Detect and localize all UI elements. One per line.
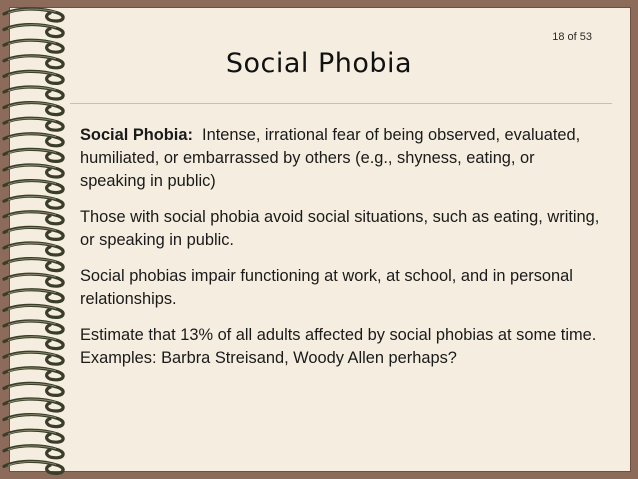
- binding-ring: [4, 337, 63, 349]
- binding-ring: [4, 243, 63, 255]
- binding-ring: [4, 290, 63, 302]
- definition-term: Social Phobia:: [80, 126, 193, 144]
- binding-ring: [4, 212, 63, 224]
- binding-ring: [4, 9, 63, 21]
- binding-ring: [4, 25, 63, 37]
- paragraph-impairment: Social phobias impair functioning at work, at school, and in personal relationships.: [80, 267, 573, 308]
- title-divider: [70, 103, 612, 104]
- binding-ring: [4, 383, 63, 395]
- binding-ring: [4, 181, 63, 193]
- binding-ring: [4, 305, 63, 317]
- binding-ring: [4, 196, 63, 208]
- binding-ring: [4, 461, 63, 473]
- definition-paragraph: [80, 124, 600, 193]
- binding-ring: [4, 259, 63, 271]
- slide-title: Social Phobia: [225, 48, 413, 79]
- paragraph-prevalence: Estimate that 13% of all adults affected by social phobias at some time. Examples: Barbra Streisand, Woody Allen perhaps?: [80, 326, 597, 367]
- binding-ring: [4, 415, 63, 427]
- binding-ring: [4, 134, 63, 146]
- binding-ring: [4, 227, 63, 239]
- slide-body: [80, 124, 600, 383]
- binding-ring: [4, 321, 63, 333]
- binding-ring: [4, 87, 63, 99]
- binding-ring: [4, 430, 63, 442]
- binding-ring: [4, 165, 63, 177]
- binding-ring: [4, 274, 63, 286]
- binding-ring: [4, 352, 63, 364]
- definition-text: Intense, irrational fear of being observed, evaluated, humiliated, or embarrassed by others (e.g., shyness, eating, or speaking in public): [80, 126, 581, 190]
- binding-ring: [4, 446, 63, 458]
- binding-ring: [4, 118, 63, 130]
- binding-ring: [4, 399, 63, 411]
- binding-ring: [4, 149, 63, 161]
- binding-ring: [4, 103, 63, 115]
- paragraph-avoidance: Those with social phobia avoid social situations, such as eating, writing, or speaking in public.: [80, 208, 600, 249]
- page-indicator: 18 of 53: [552, 31, 592, 43]
- binding-ring: [4, 368, 63, 380]
